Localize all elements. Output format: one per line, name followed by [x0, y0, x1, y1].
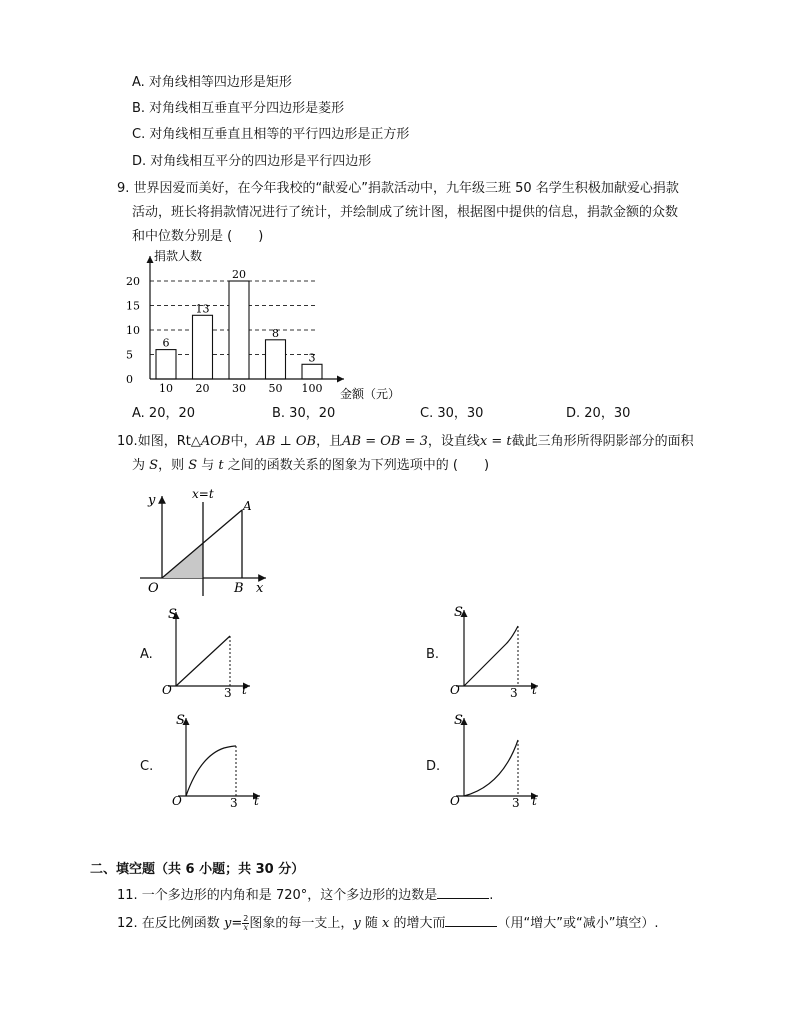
q10-option-b-graph	[446, 604, 546, 698]
chart-xlabel: 金额（元）	[340, 387, 401, 401]
fig-y-label: y	[148, 493, 156, 508]
q10-option-a-graph	[158, 606, 258, 698]
q8-option-b: B. 对角线相互垂直平分四边形是菱形	[132, 101, 345, 116]
y-tick-label: 5	[126, 348, 133, 362]
y-tick-label: 20	[126, 275, 140, 288]
q9-line-3: 和中位数分别是 ( )	[132, 229, 264, 244]
section-2-title: 二、填空题（共 6 小题；共 30 分）	[90, 862, 305, 877]
q10-option-c-label: C.	[140, 759, 154, 774]
y-tick-label: 15	[126, 299, 140, 313]
svg-text:t: t	[532, 683, 537, 697]
q8-option-d: D. 对角线相互平分的四边形是平行四边形	[132, 154, 372, 169]
q11-blank[interactable]	[437, 886, 489, 899]
bar-data-label: 13	[195, 302, 210, 316]
q9-line-1: 9. 世界因爱而美好，在今年我校的“献爱心”捐款活动中，九年级三班 50 名学生积极加献爱心捐款	[117, 181, 679, 196]
q12-blank[interactable]	[445, 914, 497, 927]
svg-text:O: O	[172, 794, 182, 808]
svg-text:S: S	[454, 605, 463, 620]
y-tick-label: 0	[126, 373, 133, 386]
bar-data-label: 6	[162, 336, 170, 350]
q10-line-2: 为 S，则 S 与 t 之间的函数关系的图象为下列选项中的 ( )	[132, 458, 490, 473]
chart-ylabel: 捐款人数	[154, 249, 203, 263]
donation-bar-chart	[118, 246, 418, 406]
svg-text:3: 3	[512, 796, 520, 808]
q9-line-2: 活动，班长将捐款情况进行了统计，并绘制成了统计图，根据图中提供的信息，捐款金额的众数	[132, 205, 679, 220]
q12-fraction: $\frac{2}{x}$	[243, 914, 249, 932]
q9-option-d: D. 20，30	[566, 406, 631, 421]
q9-option-c: C. 30，30	[420, 406, 484, 421]
svg-text:S: S	[168, 607, 177, 622]
q11-line: 11. 一个多边形的内角和是 720°，这个多边形的边数是 .	[117, 888, 494, 903]
svg-text:O: O	[162, 683, 172, 697]
bar-data-label: 20	[232, 268, 246, 281]
bar	[156, 350, 176, 379]
x-tick-label: 20	[195, 382, 210, 395]
svg-text:O: O	[450, 683, 460, 697]
bar-data-label: 8	[272, 326, 279, 340]
svg-text:S: S	[176, 713, 185, 728]
x-tick-label: 10	[159, 382, 173, 395]
fig-a-label: A	[243, 499, 252, 513]
x-tick-label: 30	[232, 382, 246, 395]
svg-text:t: t	[532, 794, 537, 808]
q10-option-d-label: D.	[426, 759, 441, 774]
fig-x-label: x	[256, 581, 264, 596]
x-tick-label: 50	[268, 382, 283, 395]
svg-text:S: S	[454, 713, 463, 728]
q10-triangle-figure	[140, 488, 280, 600]
q12-line: 12. 在反比例函数 y= $\frac{2}{x}$ 图象的每一支上，y 随 x 的增大而 （用“增大”或“减小”填空）.	[117, 914, 659, 932]
svg-text:t: t	[242, 683, 247, 697]
q8-option-a: A. 对角线相等四边形是矩形	[132, 75, 292, 90]
x-tick-label: 100	[301, 382, 323, 395]
q10-option-a-label: A.	[140, 647, 153, 662]
svg-text:3: 3	[224, 686, 232, 698]
bar	[266, 340, 286, 379]
q10-line-1: 10.如图，Rt△AOB中，AB ⊥ OB，且AB = OB = 3，设直线x = t截此三角形所得阴影部分的面积	[117, 434, 694, 449]
fig-b-label: B	[234, 581, 244, 596]
svg-text:3: 3	[230, 796, 238, 808]
q9-option-b: B. 30，20	[272, 406, 336, 421]
y-tick-label: 10	[126, 324, 140, 337]
svg-text:t: t	[254, 794, 259, 808]
bar	[193, 315, 213, 379]
svg-text:3: 3	[510, 686, 518, 698]
svg-text:O: O	[450, 794, 460, 808]
q10-option-b-label: B.	[426, 647, 440, 662]
fig-o-label: O	[148, 581, 159, 596]
q10-option-c-graph	[168, 712, 268, 808]
bar	[229, 281, 249, 379]
q10-option-d-graph	[446, 712, 546, 808]
bar-data-label: 3	[308, 351, 316, 365]
fig-xt-label: x=t	[192, 488, 214, 501]
bar	[302, 364, 322, 379]
q8-option-c: C. 对角线相互垂直且相等的平行四边形是正方形	[132, 127, 410, 142]
q9-option-a: A. 20，20	[132, 406, 196, 421]
